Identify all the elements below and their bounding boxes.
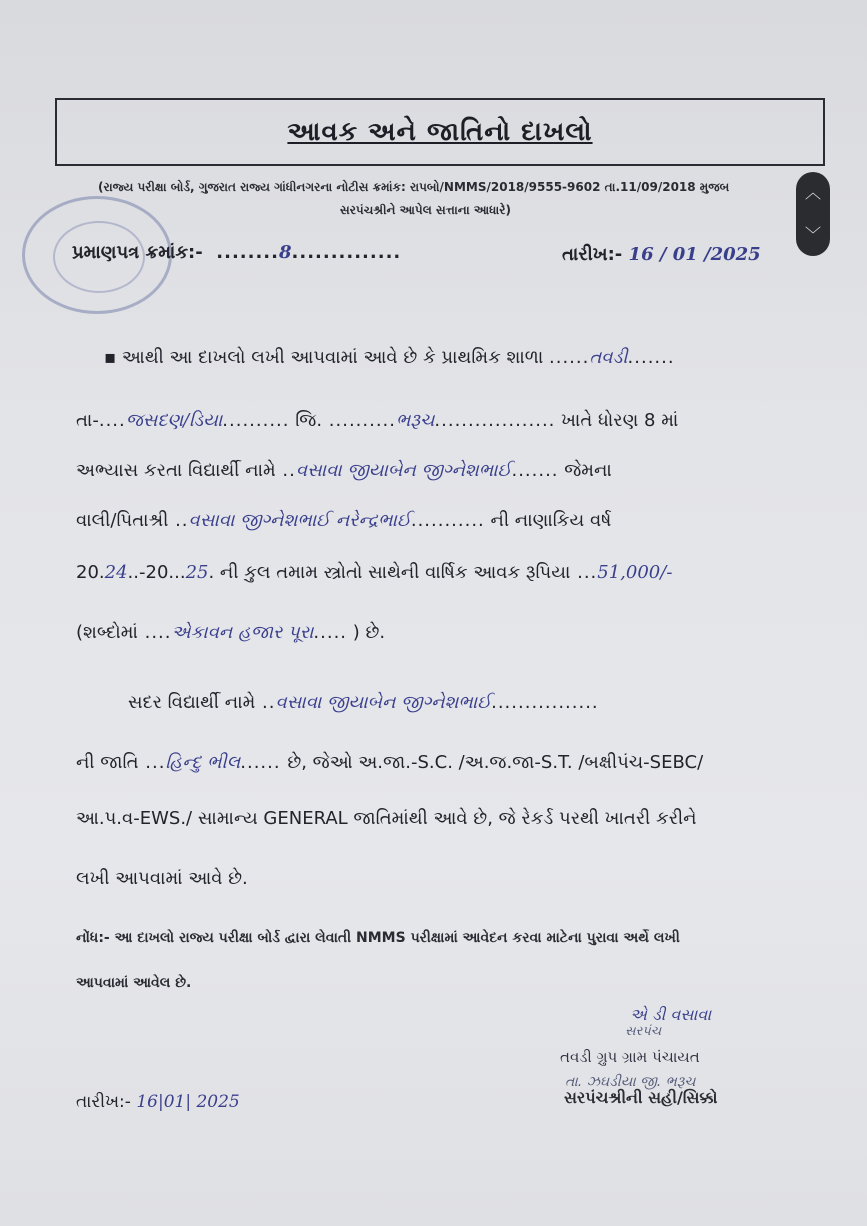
certificate-number-row: પ્રમાણપત્ર ક્રમાંક:- ........8.............. xyxy=(72,242,402,263)
body-line-4: વાલી/પિતાશ્રી ..વસાવા જીગ્નેશભાઈ નરેન્દ્રભાઈ........... ની નાણાકિય વર્ષ xyxy=(76,510,612,531)
income-text: ની કુલ તમામ સ્ત્રોતો સાથેની વાર્ષિક આવક રૂપિયા xyxy=(219,562,571,583)
authority-line-2: સરપંચશ્રીને આપેલ સત્તાના આધારે) xyxy=(340,203,511,217)
student-name-2: વસાવા જીયાબેન જીગ્નેશભાઈ xyxy=(275,692,492,713)
certificate-number-value: 8 xyxy=(278,242,292,263)
parent-label: વાલી/પિતાશ્રી xyxy=(76,510,169,531)
school-name: તવડી xyxy=(589,347,628,368)
footer-date-value: 16|01| 2025 xyxy=(136,1092,240,1112)
body-line-8: ની જાતિ ...હિન્દુ ભીલ...... છે, જેઓ અ.જા.-S.C. /અ.જ.જા-S.T. /બક્ષીપંચ-SEBC/ xyxy=(76,752,704,773)
signature-panchayat: તવડી ગ્રુપ ગ્રામ પંચાયત xyxy=(560,1048,700,1066)
certificate-date-value: 16 / 01 /2025 xyxy=(628,244,761,265)
body-line-2: તા-....જસદણ/ડિયા.......... જિ. ..........ભરૂચ.................. ખાતે ધોરણ 8 માં xyxy=(76,410,679,431)
body-line-1-text: આથી આ દાખલો લખી આપવામાં આવે છે કે પ્રાથમિક શાળા xyxy=(121,347,544,368)
standard-text: ખાતે ધોરણ 8 માં xyxy=(561,410,679,431)
signature-role: સરપંચ xyxy=(625,1024,662,1039)
student-label-2: સદર વિદ્યાર્થી નામે xyxy=(128,692,256,713)
certificate-date-label: તારીખ:- xyxy=(562,244,623,265)
certificate-date-row xyxy=(562,244,761,265)
caste-options: છે, જેઓ અ.જા.-S.C. /અ.જ.જા-S.T. /બક્ષીપંચ-SEBC/ xyxy=(287,752,704,773)
district-value: ભરૂચ xyxy=(396,410,435,431)
caste-label: ની જાતિ xyxy=(76,752,139,773)
signature-name: એ ડી વસાવા xyxy=(630,1005,712,1024)
year-to: 25 xyxy=(185,562,209,583)
year-from: 24 xyxy=(104,562,128,583)
body-line-9: આ.પ.વ-EWS./ સામાન્ય GENERAL જાતિમાંથી આવે છે, જે રેકર્ડ પરથી ખાતરી કરીને xyxy=(76,808,697,829)
body-line-1: ▪ આથી આ દાખલો લખી આપવામાં આવે છે કે પ્રાથમિક શાળા ......તવડી....... xyxy=(104,347,675,368)
footer-date-row xyxy=(76,1092,240,1112)
body-line-5: 20.24..-20...25. ની કુલ તમામ સ્ત્રોતો સાથેની વાર્ષિક આવક રૂપિયા ...51,000/- xyxy=(76,562,673,583)
jemna-text: જેમના xyxy=(564,460,612,481)
district-label: જિ. xyxy=(295,410,323,431)
scroll-widget[interactable] xyxy=(796,172,830,256)
financial-year-text: ની નાણાકિય વર્ષ xyxy=(490,510,612,531)
taluka-value: જસદણ/ડિયા xyxy=(125,410,223,431)
taluka-label: તા- xyxy=(76,410,99,431)
document-title: આવક અને જાતિનો દાખલો xyxy=(287,116,593,147)
body-line-6: (શબ્દોમાં ....એકાવન હજાર પૂરા..... ) છે. xyxy=(76,622,386,643)
signature-taluka: તા. ઝઘડીયા જી. ભરૂચ xyxy=(565,1074,696,1090)
student-label: અભ્યાસ કરતા વિદ્યાર્થી નામે xyxy=(76,460,276,481)
footer-date-label: તારીખ:- xyxy=(76,1092,131,1112)
income-words: એકાવન હજાર પૂરા xyxy=(171,622,314,643)
body-line-3: અભ્યાસ કરતા વિદ્યાર્થી નામે ..વસાવા જીયાબેન જીગ્નેશભાઈ....... જેમના xyxy=(76,460,612,481)
body-line-7: સદર વિદ્યાર્થી નામે ..વસાવા જીયાબેન જીગ્નેશભાઈ................ xyxy=(128,692,599,713)
words-suffix: ) છે. xyxy=(352,622,386,643)
note-line-1: નોંધ:- આ દાખલો રાજ્ય પરીક્ષા બોર્ડ દ્વારા લેવાતી NMMS પરીક્ષામાં આવેદન કરવા માટેના પુરાવા અર્થે લખી xyxy=(76,930,680,946)
certificate-number-label: પ્રમાણપત્ર ક્રમાંક:- xyxy=(72,242,203,263)
chevron-up-icon[interactable]: ︿ xyxy=(804,183,821,202)
income-amount: 51,000/- xyxy=(597,562,673,583)
chevron-down-icon[interactable]: ﹀ xyxy=(804,225,821,244)
body-line-10: લખી આપવામાં આવે છે. xyxy=(76,868,248,889)
caste-value: હિન્દુ ભીલ xyxy=(165,752,241,773)
parent-name: વસાવા જીગ્નેશભાઈ નરેન્દ્રભાઈ xyxy=(188,510,411,531)
title-box xyxy=(55,98,825,166)
note-line-2: આપવામાં આવેલ છે. xyxy=(76,975,192,991)
authority-line-1: (રાજ્ય પરીક્ષા બોર્ડ, ગુજરાત રાજ્ય ગાંધીનગરના નોટીસ ક્રમાંક: રાપબો/NMMS/2018/9555-9602 તા.11/09/2018 મુજબ xyxy=(98,180,730,194)
student-name: વસાવા જીયાબેન જીગ્નેશભાઈ xyxy=(295,460,512,481)
words-label: (શબ્દોમાં xyxy=(76,622,138,643)
signature-seal-label: સરપંચશ્રીની સહી/સિક્કો xyxy=(564,1088,718,1107)
